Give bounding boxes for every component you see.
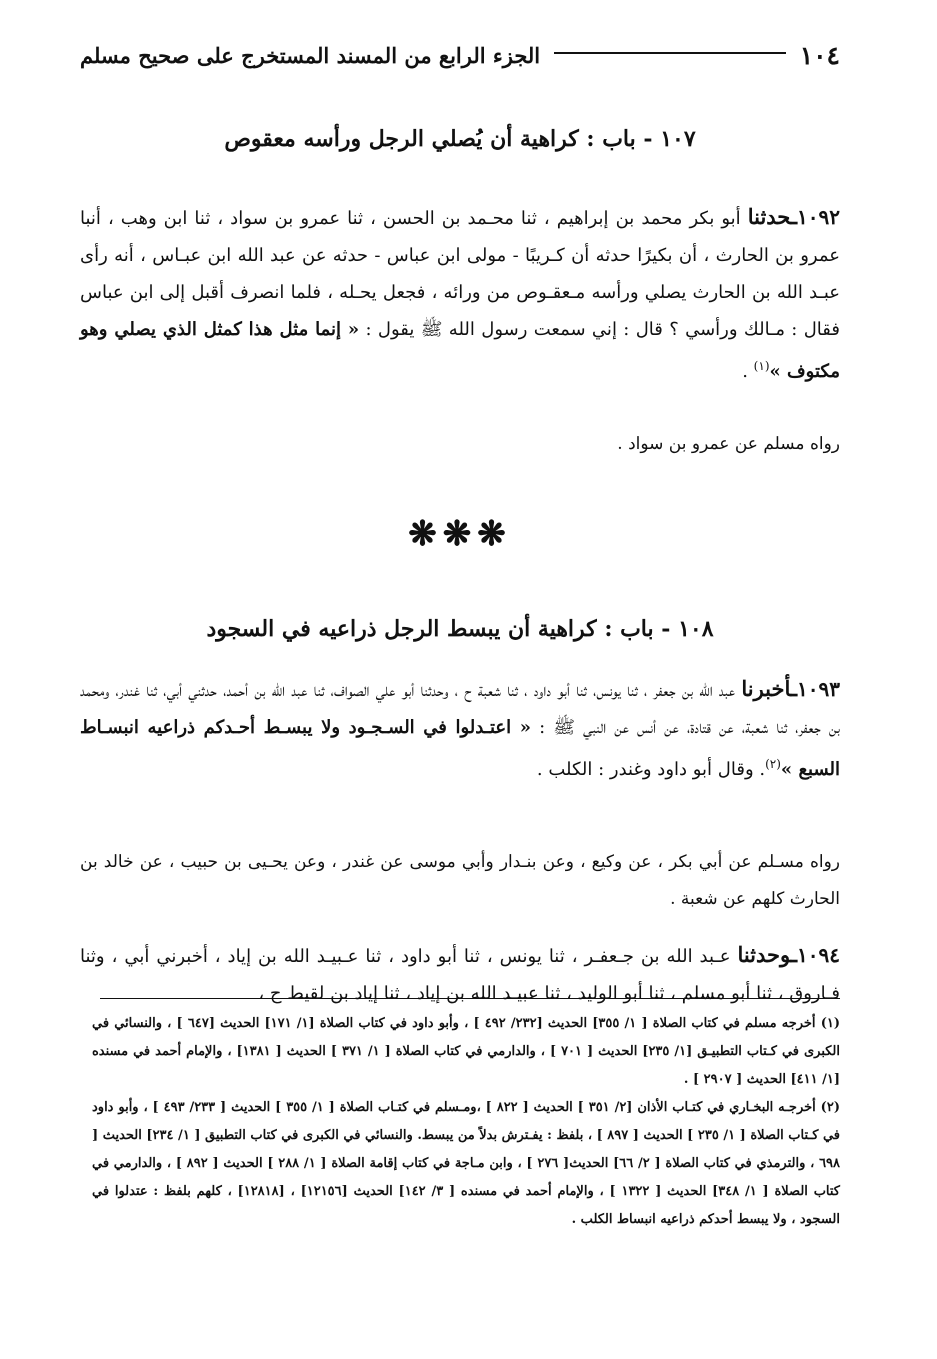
hadith-verb: ـحدثنا: [747, 204, 798, 229]
hadith-1094: [80, 936, 840, 1012]
hadith-isnad: أبو بكر محمد بن إبراهيم ، ثنا محـمد بن الحسن ، ثنا عمرو بن سواد ، ثنا ابن وهب ، أنبا عمرو بن الحارث ، أن بكيرًا حدثه أن كـريبًا - مولى ابن عباس - حدثه عن عبد الله ابن عبـاس ، أنه رأى عبـد الله بن الحارث يصلي ورأسه مـعقـوص من ورائه ، فجعل يحـله ، فلما انصرف أقبل إلى ابن عباس فقال : مـالك ورأسي ؟ قال : إني سمعت رسول الله ﷺ يقول :: [80, 208, 840, 340]
hadith-matn: « اعتـدلوا في السـجـود ولا يبسـط أحـدكم ذراعيه انبسـاط السبع »: [80, 717, 840, 780]
book-page: [80, 30, 841, 1227]
hadith-isnad: عبد الله بن جعفر ، ثنا يونس، ثنا أبو داود ، ثنا شعبة ح ، وحدثنا أبو علي الصواف، ثنا عبد الله بن أحمد، حدثني أبي، ثنا غندر، ومحمد بن جعفر، ثنا شعبة، عن قتادة، عن أنس عن النبي ﷺ :: [80, 680, 840, 738]
hadith-number: ١٠٩٣: [797, 677, 840, 701]
hadith-number: ١٠٩٤: [797, 943, 840, 967]
hadith-rest: . وقال أبو داود وغندر : الكلب .: [536, 759, 766, 780]
footnote-2: (٢) أخرجـه البخـاري في كتـاب الأذان [٢/ ٣٥١ ] الحديث [ ٨٢٢ ] ،ومـسلم في كتـاب الصلاة [ ١/ ٣٥٥ ] الحديث [ ٢٣٣/ ٤٩٣ ] ، وأبو داود في كـتاب الصلاة [ ١/ ٢٣٥ ] الحديث [ ٨٩٧ ] ، بلفظ : يفـترش بدلاً من يبسط. والنسائي في الكبرى في كتاب التطبيق [ ١/ ٢٣٤] الحديث [ ٦٩٨ ، والترمذي في كتاب الصلاة [ ٢/ ٦٦] الحديث[ ٢٧٦ ] ، وابن مـاجة في كتاب إقامة الصلاة [ ١/ ٢٨٨ ] الحديث [ ٨٩٢ ] ، والدارمي في كتاب الصلاة [ ١/ ٣٤٨] الحديث [ ١٣٢٢ ] ، والإمام أحمد في مسنده [ ٣/ ١٤٢] الحديث [١٢١٥٦] ، [١٢٨١٨] ، كلهم بلفظ : عتدلوا في السجود ، ولا يبسط أحدكم ذراعيه انبساط الكلب .: [92, 1100, 841, 1227]
hadith-verb: ـأخبرنا: [741, 676, 798, 701]
chapter-title-107: ١٠٧ - باب : كراهية أن يُصلي الرجل ورأسه معقوص: [224, 126, 696, 152]
hadith-number: ١٠٩٢: [797, 205, 840, 229]
riwaya-1093: رواه مسـلم عن أبي بكر ، عن وكيع ، وعن بنـدار وأبي موسى عن غندر ، وعن يحـيى بن حبيب ، عن خالد بن الحارث كلهم عن شعبة .: [80, 852, 840, 909]
footnotes: [92, 1010, 840, 1234]
footnote-ref: (١): [753, 359, 770, 373]
header-rule: [554, 52, 786, 54]
hadith-1093: [80, 670, 840, 788]
running-header: [80, 30, 840, 80]
chapter-title-108: ١٠٨ - باب : كراهية أن يبسط الرجل ذراعيه في السجود: [206, 616, 714, 642]
section-separator: ❋❋❋: [408, 514, 512, 554]
hadith-isnad: عـبد الله بن جـعفـر ، ثنا يونس ، ثنا أبو داود ، ثنا عـبيـد الله بن إياد ، أخبرني أبي ، وثنا فـاروق ، ثنا أبو مسلم ، ثنا أبو الوليد ، ثنا عبيـد الله بن إياد ، ثنا إياد بن لقيط ح ،: [80, 946, 840, 1004]
footnote-rule: [100, 998, 840, 999]
hadith-1092: [80, 198, 840, 390]
footnote-1: (١) أخرجه مسلم في كتاب الصلاة [ ١/ ٣٥٥] الحديث [٢٣٢/ ٤٩٢ ] ، وأبو داود في كتاب الصلاة [١/ ١٧١] الحديث [٦٤٧ ] ، والنسائي في الكبرى في كـتاب التطبيـق [١/ ٢٣٥] الحديث [ ٧٠١ ] ، والدارمي في كتاب الصلاة [ ١/ ٣٧١ ] الحديث [ ١٣٨١] ، والإمام أحمد في مسنده [١/ ٤١١] الحديث [ ٢٩٠٧ ] .: [92, 1016, 841, 1087]
hadith-end: .: [742, 361, 748, 382]
hadith-matn: « إنما مثل هذا كمثل الذي يصلي وهو مكتوف »: [80, 319, 840, 382]
footnote-ref: (٢): [765, 757, 781, 771]
riwaya-1092: رواه مسلم عن عمرو بن سواد .: [617, 434, 840, 454]
hadith-verb: ـوحدثنا: [737, 942, 798, 967]
running-title: الجزء الرابع من المسند المستخرج على صحيح مسلم: [80, 42, 541, 68]
page-number: ١٠٤: [799, 40, 840, 70]
